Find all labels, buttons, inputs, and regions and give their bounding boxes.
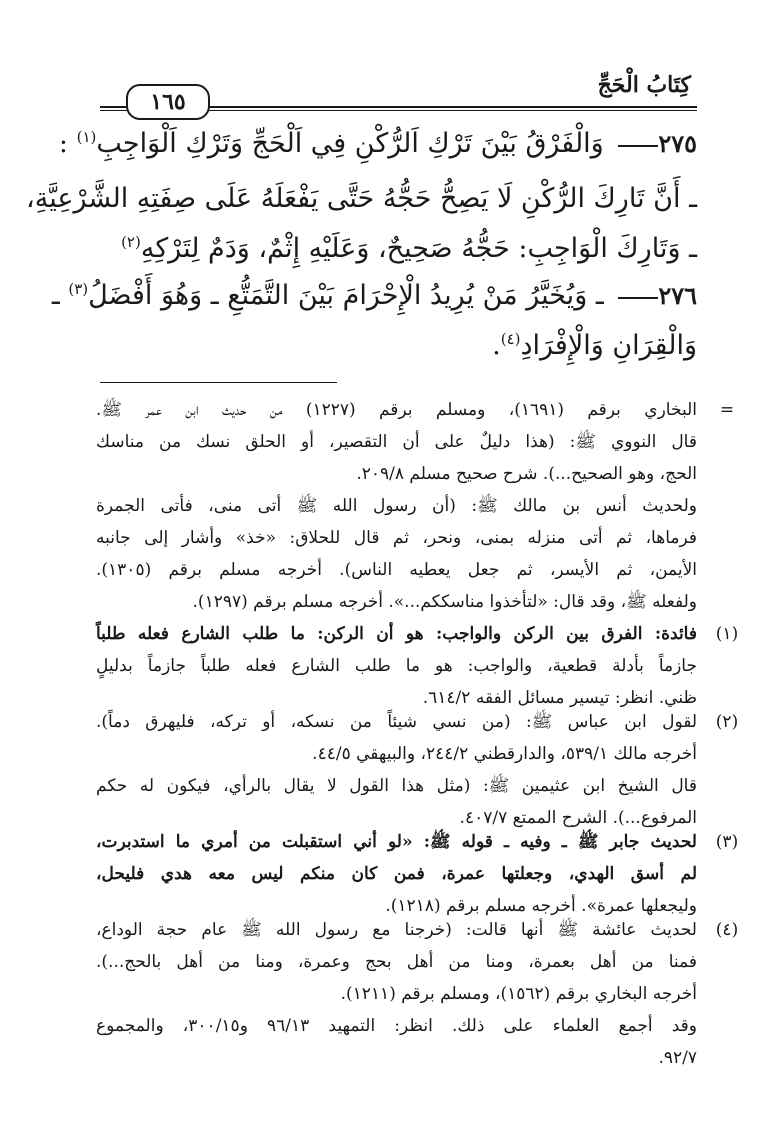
footnote-line: ولحديث أنس بن مالك ﷺ: (أن رسول الله ﷺ أتى منى، فأتى الجمرة (96, 496, 697, 516)
footnote-line: ظني. انظر: تيسير مسائل الفقه ٦١٤/٢. (422, 688, 697, 708)
footnote-line: ٩٢/٧. (658, 1048, 697, 1068)
text-line-5 (70, 330, 697, 361)
issue-276-line (51, 280, 697, 311)
footnote-line: فرماها، ثم أتى منزله بمنى، ونحر، ثم قال للحلاق: «خذ» وأشار إلى جانبه (96, 528, 697, 548)
footnote-label: (٤) (715, 920, 739, 940)
text-line-3-body: ـ وَتَارِكَ الْوَاجِبِ: حَجُّهُ صَحِيحٌ، وَعَلَيْهِ إِثْمٌ، وَدَمٌ لِتَرْكِهِ (140, 233, 697, 264)
issue-number: ٢٧٦ (658, 281, 697, 310)
footnote-separator (100, 382, 337, 383)
footnote-line: الأيمن، ثم الأيسر، ثم جعل يعطيه الناس). أخرجه مسلم برقم (١٣٠٥). (96, 560, 697, 580)
issue-marker-276 (612, 281, 697, 310)
marker-dash (618, 297, 658, 299)
footnote-line: لحديث عائشة ﷺ أنها قالت: (خرجنا مع رسول الله ﷺ عام حجة الوداع، (96, 920, 697, 940)
punctuation: . (492, 330, 501, 361)
issue-heading-text: ـ وَيُخَيَّرُ مَنْ يُرِيدُ الْإِحْرَامَ بَيْنَ التَّمَتُّعِ ـ وَهُوَ أَفْضَلُ (88, 280, 604, 311)
footnote-line: لقول ابن عباس ﷺ: (من نسي شيئاً من نسكه، أو تركه، فليهرق دماً). (96, 712, 697, 732)
page-number: ١٦٥ (126, 84, 210, 120)
footnote-ref-2[interactable]: (٢) (121, 233, 141, 251)
footnote-line: أخرجه مالك ٥٣٩/١، والدارقطني ٢٤٤/٢، والبيهقي ٤٤/٥. (312, 744, 697, 764)
footnote-line: لحديث جابر ﷺ ـ وفيه ـ قوله ﷺ: «لو أني استقبلت من أمري ما استدبرت، (96, 832, 697, 852)
footnote-label: = (719, 400, 735, 420)
footnote-line: وليجعلها عمرة». أخرجه مسلم برقم (١٢١٨). (385, 896, 697, 916)
book-title: كِتَابُ الْحَجِّ (597, 72, 691, 98)
footnote-line: فائدة: الفرق بين الركن والواجب: هو أن الركن: ما طلب الشارع فعله طلباً (96, 624, 697, 644)
text-line-2: ـ أَنَّ تَارِكَ الرُّكْنِ لَا يَصِحُّ حَجُّهُ حَتَّى يَفْعَلَهُ عَلَى صِفَتِهِ الشَّرْعِيَّةِ، (26, 183, 697, 214)
punctuation: ـ (51, 280, 60, 311)
footnote-2 (96, 706, 739, 834)
footnote-label: (٢) (715, 712, 739, 732)
marker-dash (618, 145, 658, 147)
issue-275-line (58, 128, 697, 159)
issue-number: ٢٧٥ (658, 129, 697, 158)
footnote-ref-4[interactable]: (٤) (500, 330, 521, 348)
footnote-label: (١) (715, 624, 739, 644)
punctuation: : (58, 128, 68, 159)
issue-marker-275 (612, 129, 697, 158)
footnote-line: وقد أجمع العلماء على ذلك. انظر: التمهيد ٩٦/١٣ و٣٠٠/١٥، والمجموع (96, 1016, 697, 1036)
footnote-line: ولفعله ﷺ، وقد قال: «لتأخذوا مناسككم...». أخرجه مسلم برقم (١٢٩٧). (192, 592, 697, 612)
footnote-4 (96, 914, 739, 1074)
footnote-label: (٣) (715, 832, 739, 852)
footnote-ref-3[interactable]: (٣) (68, 280, 89, 298)
footnote-ref-1[interactable]: (١) (76, 128, 97, 146)
footnote-line: الحج، وهو الصحيح...). شرح صحيح مسلم ٢٠٩/٨. (356, 464, 697, 484)
footnote-3 (96, 826, 739, 922)
footnote-line: قال النووي ﷺ: (هذا دليلٌ على أن التقصير، أو الحلق نسك من مناسك (96, 432, 697, 452)
footnote-continuation (96, 394, 735, 618)
footnote-1 (96, 618, 739, 714)
footnote-line: أخرجه البخاري برقم (١٥٦٢)، ومسلم برقم (١٢١١). (340, 984, 697, 1004)
footnote-line: لم أسق الهدي، وجعلتها عمرة، فمن كان منكم ليس معه هدي فليحل، (96, 864, 697, 884)
text-line-5-body: وَالْقِرَانِ وَالْإِفْرَادِ (520, 330, 697, 361)
footnote-line: البخاري برقم (١٦٩١)، ومسلم برقم (١٢٢٧) من حديث ابن عمر ﷺ. (96, 400, 697, 420)
footnote-line: قال الشيخ ابن عثيمين ﷺ: (مثل هذا القول لا يقال بالرأي، فيكون له حكم (96, 776, 697, 796)
issue-heading-text: وَالْفَرْقُ بَيْنَ تَرْكِ اَلرُّكْنِ فِي اَلْحَجِّ وَتَرْكِ اَلْوَاجِبِ (96, 128, 604, 159)
footnote-line: فمنا من أهل بعمرة، ومنا من أهل بحج وعمرة، ومنا من أهل بالحج...). (96, 952, 697, 972)
footnote-line: المرفوع...). الشرح الممتع ٤٠٧/٧. (459, 808, 697, 828)
text-line-3 (70, 233, 697, 264)
footnote-line: جازماً بأدلة قطعية، والواجب: هو ما طلب الشارع فعله طلباً جازماً بدليلٍ (96, 656, 697, 676)
